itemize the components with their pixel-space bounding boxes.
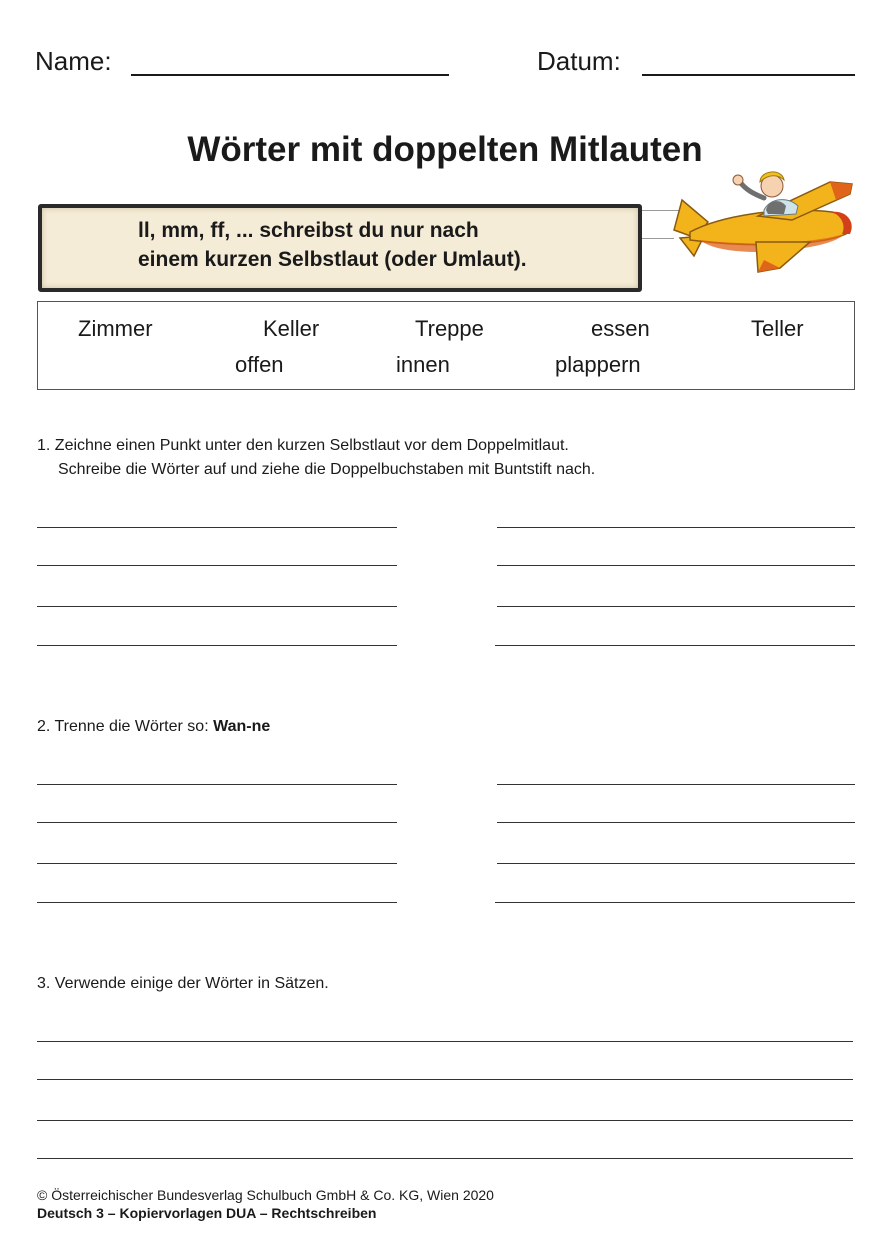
rule-line-1: ll, mm, ff, ... schreibst du nur nach (138, 219, 479, 242)
page-title: Wörter mit doppelten Mitlauten (187, 130, 703, 169)
task-2-answer-line[interactable] (37, 863, 397, 864)
date-label: Datum: (537, 46, 621, 76)
word-innen: innen (396, 352, 450, 377)
task-2-answer-line[interactable] (37, 822, 397, 823)
task-2-answer-line[interactable] (495, 902, 855, 903)
task-2-answer-line[interactable] (497, 822, 855, 823)
task-1-answer-line[interactable] (497, 527, 855, 528)
task-3-answer-line[interactable] (37, 1120, 853, 1121)
word-essen: essen (591, 316, 650, 341)
task-3-answer-line[interactable] (37, 1041, 853, 1042)
task-3-instruction: 3. Verwende einige der Wörter in Sätzen. (37, 975, 329, 992)
task-1-answer-line[interactable] (497, 606, 855, 607)
task-2-instruction (37, 718, 270, 736)
word-plappern: plappern (555, 352, 641, 377)
task-1-answer-line[interactable] (37, 645, 397, 646)
word-teller: Teller (751, 316, 804, 341)
task-2-answer-line[interactable] (37, 902, 397, 903)
word-offen: offen (235, 352, 284, 377)
task-1-instruction-2: Schreibe die Wörter auf und ziehe die Doppelbuchstaben mit Buntstift nach. (58, 461, 596, 478)
airplane-pilot-icon (660, 160, 860, 280)
task-1-answer-line[interactable] (495, 645, 855, 646)
task-1-instruction: 1. Zeichne einen Punkt unter den kurzen Selbstlaut vor dem Doppelmitlaut. (37, 437, 569, 454)
task-2-answer-line[interactable] (37, 784, 397, 785)
word-treppe: Treppe (415, 316, 484, 341)
task-2-answer-line[interactable] (497, 784, 855, 785)
date-field[interactable] (642, 74, 855, 76)
rule-line-2: einem kurzen Selbstlaut (oder Umlaut). (138, 248, 527, 271)
word-keller: Keller (263, 316, 320, 341)
task-3-answer-line[interactable] (37, 1158, 853, 1159)
task-1-answer-line[interactable] (497, 565, 855, 566)
task-2-text: 2. Trenne die Wörter so: (37, 718, 214, 735)
word-zimmer: Zimmer (78, 316, 153, 341)
task-1-answer-line[interactable] (37, 565, 397, 566)
task-2-example: Wan-ne (213, 718, 271, 735)
task-1-answer-line[interactable] (37, 606, 397, 607)
rule-banner (38, 204, 642, 292)
footer-copyright: © Österreichischer Bundesverlag Schulbuch GmbH & Co. KG, Wien 2020 (37, 1187, 494, 1203)
task-1-answer-line[interactable] (37, 527, 397, 528)
name-field[interactable] (131, 74, 449, 76)
footer-series: Deutsch 3 – Kopiervorlagen DUA – Rechtschreiben (37, 1205, 377, 1221)
name-label: Name: (35, 46, 112, 76)
task-2-answer-line[interactable] (497, 863, 855, 864)
task-3-answer-line[interactable] (37, 1079, 853, 1080)
